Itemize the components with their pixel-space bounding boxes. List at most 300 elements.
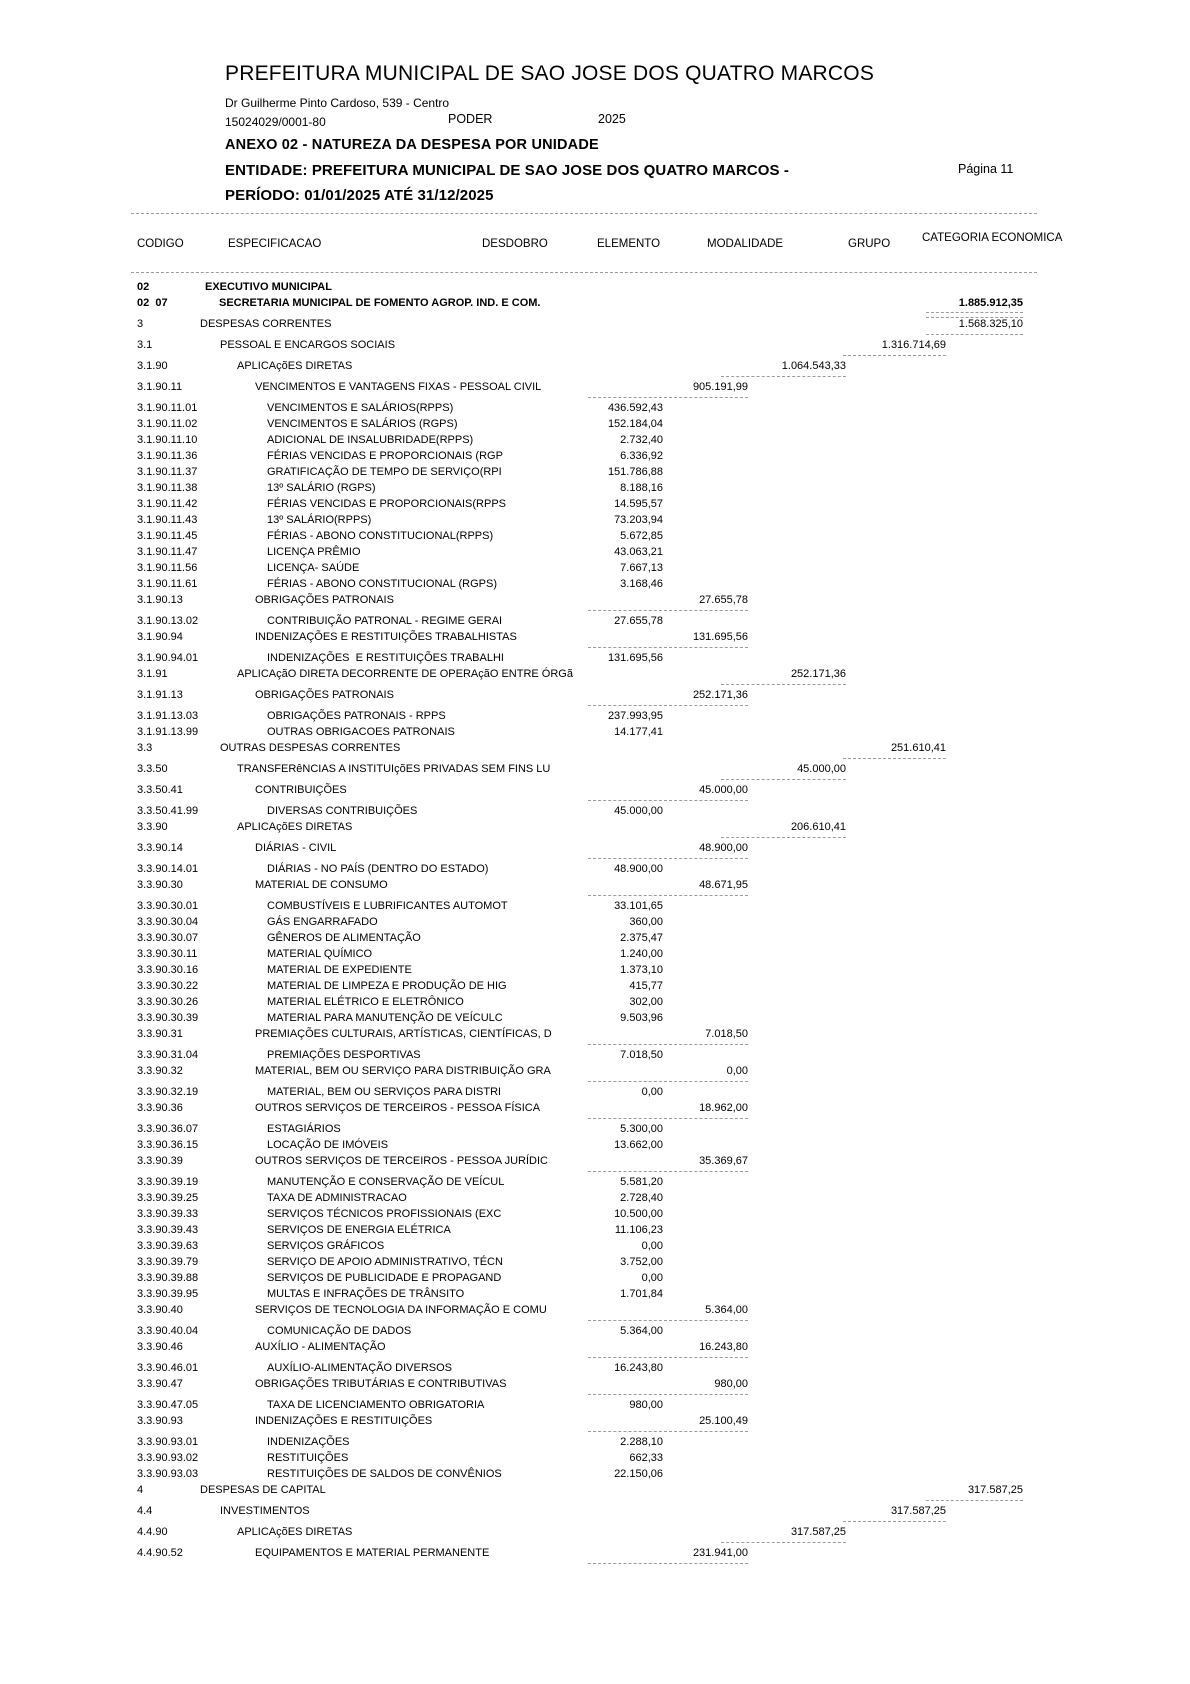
table-row (130, 821, 1040, 842)
row-value-desdobro: 9.503,96 (620, 1012, 663, 1024)
row-value-desdobro: 302,00 (629, 996, 663, 1008)
row-value-desdobro: 27.655,78 (614, 615, 663, 627)
row-value-desdobro: 5.672,85 (620, 530, 663, 542)
row-value-desdobro: 22.150,06 (614, 1468, 663, 1480)
row-code: 3.1.90.11.01 (137, 402, 198, 414)
column-header-elemento: ELEMENTO (597, 238, 661, 250)
row-code: 3 (137, 318, 144, 330)
row-especificacao: PREMIAÇÕES CULTURAIS, ARTÍSTICAS, CIENTÍFICAS, D (255, 1028, 552, 1040)
row-code: 3.1.91.13 (137, 689, 183, 701)
row-code: 3.1.90.94 (137, 631, 183, 643)
table-row (130, 482, 1040, 498)
row-code: 3.3.50.41.99 (137, 805, 199, 817)
row-value-desdobro: 2.375,47 (620, 932, 663, 944)
row-especificacao: DIÁRIAS - NO PAÍS (DENTRO DO ESTADO) (267, 863, 489, 875)
row-code: 3.3.90.30 (137, 879, 183, 891)
row-value-desdobro: 2.732,40 (620, 434, 663, 446)
row-code: 3.3.90.31 (137, 1028, 183, 1040)
row-especificacao: EQUIPAMENTOS E MATERIAL PERMANENTE (255, 1547, 490, 1559)
table-row (130, 689, 1040, 710)
table-row (130, 1176, 1040, 1192)
row-especificacao: INVESTIMENTOS (220, 1505, 310, 1517)
row-code: 3.3.90.30.16 (137, 964, 199, 976)
poder-label: PODER (448, 112, 493, 126)
row-value-categoria: 317.587,25 (926, 1484, 1023, 1501)
row-value-desdobro: 436.592,43 (607, 402, 663, 414)
row-code: 4.4 (137, 1505, 153, 1517)
row-especificacao: OUTROS SERVIÇOS DE TERCEIROS - PESSOA JURÍDIC (255, 1155, 548, 1167)
table-row (130, 763, 1040, 784)
table-row (130, 996, 1040, 1012)
row-value-desdobro: 5.581,20 (620, 1176, 663, 1188)
table-row (130, 562, 1040, 578)
table-row (130, 879, 1040, 900)
table-row (130, 1049, 1040, 1065)
row-especificacao: APLICAçõES DIRETAS (237, 821, 353, 833)
page-number: Página 11 (958, 162, 1014, 176)
row-value-desdobro: 415,77 (629, 980, 663, 992)
table-row (130, 1240, 1040, 1256)
row-code: 3.3.90.46 (137, 1341, 183, 1353)
column-header-categoria-economica: CATEGORIA ECONOMICA (922, 232, 1063, 244)
row-value-desdobro: 14.595,57 (614, 498, 663, 510)
row-code: 3.3.90.47.05 (137, 1399, 199, 1411)
row-especificacao: MATERIAL DE LIMPEZA E PRODUÇÃO DE HIG (267, 980, 507, 992)
row-code: 3.1.91.13.03 (137, 710, 199, 722)
row-value-elemento: 45.000,00 (588, 784, 748, 801)
budget-rows (130, 281, 1040, 1568)
row-especificacao: LICENÇA- SAÚDE (267, 562, 360, 574)
row-especificacao: MATERIAL DE CONSUMO (255, 879, 388, 891)
row-especificacao: CONTRIBUIÇÃO PATRONAL - REGIME GERAI (267, 615, 503, 627)
row-value-elemento: 905.191,99 (588, 381, 748, 398)
row-especificacao: OBRIGAÇÕES PATRONAIS (255, 594, 394, 606)
row-value-desdobro: 3.752,00 (620, 1256, 663, 1268)
row-code: 3.3.90.36.15 (137, 1139, 199, 1151)
row-especificacao: APLICAçõES DIRETAS (237, 1526, 353, 1538)
row-value-desdobro: 14.177,41 (614, 726, 663, 738)
table-row (130, 318, 1040, 339)
table-row (130, 578, 1040, 594)
table-row (130, 1086, 1040, 1102)
row-code: 4 (137, 1484, 144, 1496)
row-especificacao: AUXÍLIO - ALIMENTAÇÃO (255, 1341, 386, 1353)
row-value-elemento: 48.671,95 (588, 879, 748, 896)
row-value-desdobro: 152.184,04 (607, 418, 663, 430)
table-row (130, 1325, 1040, 1341)
table-row (130, 842, 1040, 863)
row-value-desdobro: 73.203,94 (614, 514, 663, 526)
column-header-modalidade: MODALIDADE (707, 238, 784, 250)
table-row (130, 1139, 1040, 1155)
table-row (130, 1362, 1040, 1378)
row-code: 3.3.90.30.22 (137, 980, 199, 992)
row-especificacao: MATERIAL, BEM OU SERVIÇOS PARA DISTRI (267, 1086, 502, 1098)
table-row (130, 546, 1040, 562)
row-code: 3.3.90.31.04 (137, 1049, 199, 1061)
row-code: 3.3.90 (137, 821, 168, 833)
row-code: 3.1.90.13 (137, 594, 183, 606)
row-value-desdobro: 2.288,10 (620, 1436, 663, 1448)
row-especificacao: OBRIGAÇÕES PATRONAIS (255, 689, 394, 701)
table-row (130, 900, 1040, 916)
row-especificacao: EXECUTIVO MUNICIPAL (205, 281, 332, 293)
table-row (130, 1436, 1040, 1452)
row-especificacao: OUTROS SERVIÇOS DE TERCEIROS - PESSOA FÍSICA (255, 1102, 541, 1114)
row-value-grupo: 317.587,25 (843, 1505, 946, 1522)
column-header-especificacao: ESPECIFICACAO (228, 238, 322, 250)
table-row (130, 726, 1040, 742)
row-especificacao: AUXÍLIO-ALIMENTAÇÃO DIVERSOS (267, 1362, 453, 1374)
table-row (130, 1155, 1040, 1176)
row-code: 3.3.90.39.25 (137, 1192, 199, 1204)
row-code: 3.3.90.93.01 (137, 1436, 199, 1448)
row-especificacao: PREMIAÇÕES DESPORTIVAS (267, 1049, 421, 1061)
row-value-desdobro: 13.662,00 (614, 1139, 663, 1151)
table-row (130, 339, 1040, 360)
table-row (130, 450, 1040, 466)
table-row (130, 863, 1040, 879)
row-code: 3.1.90.94.01 (137, 652, 199, 664)
row-value-desdobro: 8.188,16 (620, 482, 663, 494)
row-code: 3.3.50 (137, 763, 168, 775)
row-code: 3.3.90.30.04 (137, 916, 199, 928)
row-value-desdobro: 1.701,84 (620, 1288, 663, 1300)
row-especificacao: MATERIAL PARA MANUTENÇÃO DE VEÍCULC (267, 1012, 503, 1024)
row-code: 3.1 (137, 339, 153, 351)
row-code: 3.3.90.14 (137, 842, 183, 854)
row-code: 3.3.90.39.19 (137, 1176, 199, 1188)
row-especificacao: MATERIAL DE EXPEDIENTE (267, 964, 412, 976)
row-especificacao: INDENIZAÇÕES E RESTITUIÇÕES TRABALHISTAS (255, 631, 517, 643)
row-code: 3.3.90.39.63 (137, 1240, 199, 1252)
table-row (130, 710, 1040, 726)
row-code: 3.1.90.11.38 (137, 482, 198, 494)
table-row (130, 1123, 1040, 1139)
table-row (130, 1028, 1040, 1049)
row-especificacao: DIVERSAS CONTRIBUIÇÕES (267, 805, 418, 817)
row-code: 3.3.90.30.11 (137, 948, 198, 960)
row-especificacao: OBRIGAÇÕES TRIBUTÁRIAS E CONTRIBUTIVAS (255, 1378, 507, 1390)
row-value-elemento: 0,00 (588, 1065, 748, 1082)
table-row (130, 784, 1040, 805)
row-especificacao: SERVIÇOS GRÁFICOS (267, 1240, 385, 1252)
row-especificacao: LOCAÇÃO DE IMÓVEIS (267, 1139, 389, 1151)
row-code: 3.3.90.47 (137, 1378, 183, 1390)
entity-address: Dr Guilherme Pinto Cardoso, 539 - Centro (225, 96, 450, 110)
table-row (130, 948, 1040, 964)
table-row (130, 1399, 1040, 1415)
row-value-desdobro: 151.786,88 (607, 466, 663, 478)
row-value-desdobro: 7.667,13 (620, 562, 663, 574)
row-value-categoria: 1.885.912,35 (926, 297, 1023, 310)
row-value-modalidade: 45.000,00 (721, 763, 846, 780)
table-row (130, 1208, 1040, 1224)
row-value-desdobro: 5.364,00 (620, 1325, 663, 1337)
row-especificacao: VENCIMENTOS E SALÁRIOS (RGPS) (267, 418, 458, 430)
row-especificacao: ADICIONAL DE INSALUBRIDADE(RPPS) (267, 434, 474, 446)
row-especificacao: ESTAGIÁRIOS (267, 1123, 341, 1135)
row-value-desdobro: 0,00 (641, 1240, 663, 1252)
row-code: 3.1.90.11 (137, 381, 183, 393)
row-code: 3.3.90.32 (137, 1065, 183, 1077)
row-especificacao: COMUNICAÇÃO DE DADOS (267, 1325, 412, 1337)
row-code: 3.3.90.39.95 (137, 1288, 199, 1300)
row-especificacao: RESTITUIÇÕES (267, 1452, 349, 1464)
table-row (130, 1272, 1040, 1288)
column-header-divider (131, 272, 1037, 273)
row-value-desdobro: 45.000,00 (614, 805, 663, 817)
row-code: 02 (137, 281, 150, 293)
row-especificacao: LICENÇA PRÊMIO (267, 546, 361, 558)
row-code: 4.4.90.52 (137, 1547, 183, 1559)
row-code: 3.3.90.93.02 (137, 1452, 199, 1464)
row-value-desdobro: 237.993,95 (607, 710, 663, 722)
page-title: PREFEITURA MUNICIPAL DE SAO JOSE DOS QUATRO MARCOS (225, 62, 875, 85)
row-code: 3.3.90.40.04 (137, 1325, 199, 1337)
table-row (130, 1288, 1040, 1304)
row-code: 3.3.90.39.88 (137, 1272, 199, 1284)
row-value-grupo: 1.316.714,69 (843, 339, 946, 356)
row-value-elemento: 5.364,00 (588, 1304, 748, 1321)
row-value-categoria: 1.568.325,10 (926, 318, 1023, 335)
column-header-codigo: CODIGO (137, 238, 184, 250)
row-value-modalidade: 206.610,41 (721, 821, 846, 838)
row-value-desdobro: 360,00 (629, 916, 663, 928)
row-code: 3.1.90.11.43 (137, 514, 198, 526)
row-code: 3.3.90.39.79 (137, 1256, 199, 1268)
row-code: 3.1.90.11.37 (137, 466, 198, 478)
row-value-desdobro: 662,33 (629, 1452, 663, 1464)
row-value-desdobro: 3.168,46 (620, 578, 663, 590)
row-especificacao: CONTRIBUIÇÕES (255, 784, 347, 796)
row-especificacao: MATERIAL ELÉTRICO E ELETRÔNICO (267, 996, 464, 1008)
row-value-elemento: 25.100,49 (588, 1415, 748, 1432)
row-code: 3.3.90.14.01 (137, 863, 199, 875)
row-value-elemento: 16.243,80 (588, 1341, 748, 1358)
row-code: 3.3.90.39 (137, 1155, 183, 1167)
row-value-desdobro: 6.336,92 (620, 450, 663, 462)
table-row (130, 1378, 1040, 1399)
table-row (130, 281, 1040, 297)
row-value-desdobro: 2.728,40 (620, 1192, 663, 1204)
row-value-elemento: 48.900,00 (588, 842, 748, 859)
table-row (130, 530, 1040, 546)
table-row (130, 418, 1040, 434)
row-especificacao: MANUTENÇÃO E CONSERVAÇÃO DE VEÍCUL (267, 1176, 505, 1188)
row-value-desdobro: 16.243,80 (614, 1362, 663, 1374)
row-code: 3.1.90.11.47 (137, 546, 198, 558)
row-value-modalidade: 317.587,25 (721, 1526, 846, 1543)
row-value-elemento: 231.941,00 (588, 1547, 748, 1564)
table-row (130, 1192, 1040, 1208)
row-value-elemento: 35.369,67 (588, 1155, 748, 1172)
row-code: 3.3.90.30.07 (137, 932, 199, 944)
row-code: 3.1.90.11.61 (137, 578, 198, 590)
row-code: 3.1.90.13.02 (137, 615, 199, 627)
row-value-desdobro: 43.063,21 (614, 546, 663, 558)
row-especificacao: SERVIÇOS TÉCNICOS PROFISSIONAIS (EXC (267, 1208, 502, 1220)
row-code: 3.3.90.36.07 (137, 1123, 199, 1135)
table-column-headers (130, 227, 1063, 272)
table-row (130, 466, 1040, 482)
row-especificacao: SERVIÇOS DE PUBLICIDADE E PROPAGAND (267, 1272, 502, 1284)
row-especificacao: TAXA DE LICENCIAMENTO OBRIGATORIA (267, 1399, 485, 1411)
row-code: 3.1.90.11.02 (137, 418, 198, 430)
row-especificacao: GÊNEROS DE ALIMENTAÇÃO (267, 932, 421, 944)
row-code: 3.3.90.39.43 (137, 1224, 199, 1236)
table-row (130, 1304, 1040, 1325)
table-row (130, 1341, 1040, 1362)
row-value-elemento: 131.695,56 (588, 631, 748, 648)
row-value-grupo: 251.610,41 (843, 742, 946, 759)
row-especificacao: DIÁRIAS - CIVIL (255, 842, 337, 854)
row-especificacao: FÉRIAS VENCIDAS E PROPORCIONAIS(RPPS (267, 498, 506, 510)
entity-period-line: ENTIDADE: PREFEITURA MUNICIPAL DE SAO JOSE DOS QUATRO MARCOS - PERÍODO: 01/01/2025 ATÉ 31/12/2025 (225, 162, 790, 204)
table-row (130, 742, 1040, 763)
row-code: 3.3.50.41 (137, 784, 183, 796)
annex-title: ANEXO 02 - NATUREZA DA DESPESA POR UNIDADE (225, 137, 599, 153)
row-code: 4.4.90 (137, 1526, 168, 1538)
table-row (130, 1468, 1040, 1484)
row-especificacao: VENCIMENTOS E SALÁRIOS(RPPS) (267, 402, 454, 414)
row-code: 3.3 (137, 742, 153, 754)
row-value-desdobro: 131.695,56 (607, 652, 663, 664)
row-code: 3.3.90.36 (137, 1102, 183, 1114)
row-code: 3.3.90.30.01 (137, 900, 199, 912)
table-row (130, 1505, 1040, 1526)
row-code: 3.3.90.40 (137, 1304, 183, 1316)
row-code: 3.3.90.46.01 (137, 1362, 199, 1374)
row-code: 3.3.90.93 (137, 1415, 183, 1427)
row-especificacao: 13º SALÁRIO (RGPS) (267, 482, 376, 494)
row-especificacao: FÉRIAS VENCIDAS E PROPORCIONAIS (RGP (267, 450, 503, 462)
row-value-desdobro: 11.106,23 (614, 1224, 663, 1236)
row-especificacao: OBRIGAÇÕES PATRONAIS - RPPS (267, 710, 446, 722)
row-especificacao: APLICAçõES DIRETAS (237, 360, 353, 372)
row-especificacao: APLICAçãO DIRETA DECORRENTE DE OPERAçãO ENTRE ÓRGã (237, 668, 573, 680)
exercise-year: 2025 (598, 112, 626, 126)
entity-cnpj: 15024029/0001-80 (225, 115, 326, 129)
row-value-elemento: 27.655,78 (588, 594, 748, 611)
row-especificacao: VENCIMENTOS E VANTAGENS FIXAS - PESSOAL CIVIL (255, 381, 542, 393)
row-value-desdobro: 1.240,00 (620, 948, 663, 960)
row-value-modalidade: 252.171,36 (721, 668, 846, 685)
column-header-grupo: GRUPO (848, 238, 891, 250)
row-code: 02 07 (137, 297, 168, 309)
row-especificacao: MULTAS E INFRAÇÕES DE TRÂNSITO (267, 1288, 465, 1300)
row-especificacao: INDENIZAÇÕES (267, 1436, 350, 1448)
table-row (130, 916, 1040, 932)
row-especificacao: DESPESAS DE CAPITAL (200, 1484, 326, 1496)
table-row (130, 1547, 1040, 1568)
table-row (130, 668, 1040, 689)
row-code: 3.1.90.11.36 (137, 450, 198, 462)
row-value-elemento: 252.171,36 (588, 689, 748, 706)
row-value-modalidade: 1.064.543,33 (721, 360, 846, 377)
row-code: 3.3.90.93.03 (137, 1468, 199, 1480)
table-row (130, 381, 1040, 402)
table-row (130, 498, 1040, 514)
row-especificacao: RESTITUIÇÕES DE SALDOS DE CONVÊNIOS (267, 1468, 502, 1480)
table-row (130, 514, 1040, 530)
table-row (130, 1102, 1040, 1123)
row-code: 3.3.90.39.33 (137, 1208, 199, 1220)
table-row (130, 631, 1040, 652)
row-value-desdobro: 5.300,00 (620, 1123, 663, 1135)
row-especificacao: SERVIÇO DE APOIO ADMINISTRATIVO, TÉCN (267, 1256, 503, 1268)
row-code: 3.3.90.30.39 (137, 1012, 199, 1024)
row-code: 3.1.90.11.56 (137, 562, 198, 574)
row-especificacao: OUTRAS DESPESAS CORRENTES (220, 742, 401, 754)
row-especificacao: INDENIZAÇÕES E RESTITUIÇÕES TRABALHI (267, 652, 504, 664)
row-code: 3.1.90.11.45 (137, 530, 198, 542)
row-especificacao: PESSOAL E ENCARGOS SOCIAIS (220, 339, 396, 351)
table-row (130, 402, 1040, 418)
row-especificacao: GÁS ENGARRAFADO (267, 916, 378, 928)
table-row (130, 964, 1040, 980)
row-especificacao: MATERIAL, BEM OU SERVIÇO PARA DISTRIBUIÇÃO GRA (255, 1065, 551, 1077)
row-value-desdobro: 980,00 (629, 1399, 663, 1411)
row-value-desdobro: 7.018,50 (620, 1049, 663, 1061)
row-especificacao: OUTRAS OBRIGACOES PATRONAIS (267, 726, 455, 738)
table-row (130, 1224, 1040, 1240)
table-row (130, 1415, 1040, 1436)
row-value-desdobro: 0,00 (641, 1086, 663, 1098)
table-row (130, 1452, 1040, 1468)
row-value-elemento: 7.018,50 (588, 1028, 748, 1045)
table-row (130, 615, 1040, 631)
row-code: 3.1.90.11.42 (137, 498, 198, 510)
table-row (130, 297, 1040, 318)
row-code: 3.3.90.30.26 (137, 996, 199, 1008)
row-especificacao: MATERIAL QUÍMICO (267, 948, 373, 960)
column-header-desdobro: DESDOBRO (482, 238, 548, 250)
row-value-desdobro: 1.373,10 (620, 964, 663, 976)
table-row (130, 805, 1040, 821)
row-code: 3.1.91 (137, 668, 168, 680)
row-value-desdobro: 10.500,00 (614, 1208, 663, 1220)
row-code: 3.1.90 (137, 360, 168, 372)
row-especificacao: 13º SALÁRIO(RPPS) (267, 514, 372, 526)
row-especificacao: DESPESAS CORRENTES (200, 318, 332, 330)
row-value-elemento: 980,00 (588, 1378, 748, 1395)
row-value-elemento: 18.962,00 (588, 1102, 748, 1119)
row-code: 3.1.90.11.10 (137, 434, 198, 446)
table-row (130, 1012, 1040, 1028)
row-especificacao: FÉRIAS - ABONO CONSTITUCIONAL(RPPS) (267, 530, 494, 542)
table-row (130, 1526, 1040, 1547)
table-row (130, 1256, 1040, 1272)
row-value-desdobro: 0,00 (641, 1272, 663, 1284)
table-row (130, 652, 1040, 668)
table-row (130, 360, 1040, 381)
row-especificacao: INDENIZAÇÕES E RESTITUIÇÕES (255, 1415, 433, 1427)
row-especificacao: TRANSFERêNCIAS A INSTITUIçõES PRIVADAS SEM FINS LU (237, 763, 551, 775)
row-especificacao: SERVIÇOS DE TECNOLOGIA DA INFORMAÇÃO E COMU (255, 1304, 547, 1316)
table-row (130, 434, 1040, 450)
row-code: 3.1.91.13.99 (137, 726, 199, 738)
row-code: 3.3.90.32.19 (137, 1086, 199, 1098)
row-especificacao: SERVIÇOS DE ENERGIA ELÉTRICA (267, 1224, 451, 1236)
header-divider (131, 213, 1037, 214)
row-especificacao: SECRETARIA MUNICIPAL DE FOMENTO AGROP. IND. E COM. (219, 297, 541, 309)
row-value-desdobro: 33.101,65 (614, 900, 663, 912)
table-row (130, 1484, 1040, 1505)
row-especificacao: GRATIFICAÇÃO DE TEMPO DE SERVIÇO(RPI (267, 466, 502, 478)
table-row (130, 1065, 1040, 1086)
table-row (130, 932, 1040, 948)
